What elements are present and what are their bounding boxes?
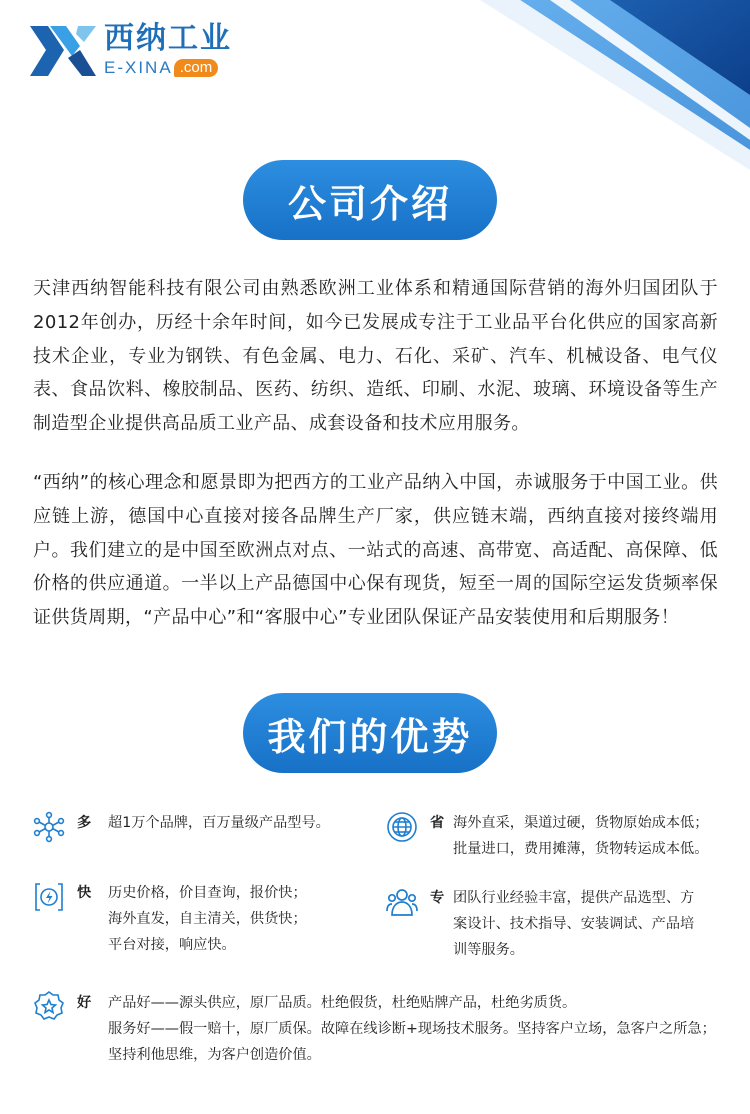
section-title-company-intro: 公司介绍 <box>243 160 497 240</box>
advantage-line: 团队行业经验丰富，提供产品选型、方 <box>453 890 695 906</box>
brand-logo <box>28 22 232 80</box>
advantage-item-fast <box>32 880 307 958</box>
lightning-icon <box>32 880 66 914</box>
intro-paragraph-2: “西纳”的核心理念和愿景即为把西方的工业产品纳入中国，赤诚服务于中国工业。供应链上游，德国中心直接对接各品牌生产厂家，供应链末端，西纳直接对接终端用户。我们建立的是中国至欧洲点对点、一站式的高速、高带宽、高适配、高保障、低价格的供应通道。一半以上产品德国中心保有现货，短至一周的国际空运发货频率保证供货周期，“产品中心”和“客服中心”专业团队保证产品安装使用和后期服务！ <box>33 472 718 629</box>
advantage-item-good <box>32 990 716 1068</box>
globe-icon <box>385 810 419 844</box>
logo-domain-suffix: .com <box>174 59 219 77</box>
logo-domain <box>104 58 232 78</box>
logo-domain-prefix: E-XINA <box>104 58 173 77</box>
advantage-line: 超1万个品牌，百万量级产品型号。 <box>108 815 330 831</box>
advantage-line: 批量进口，费用摊薄，货物转运成本低。 <box>453 841 709 857</box>
badge-star-icon <box>32 990 66 1024</box>
advantage-line: 坚持利他思维，为客户创造价值。 <box>108 1047 321 1063</box>
intro-paragraph-1: 天津西纳智能科技有限公司由熟悉欧洲工业体系和精通国际营销的海外归国团队于2012年创办，历经十余年时间，如今已发展成专注于工业品平台化供应的国家高新技术企业，专业为钢铁、有色金属、电力、石化、采矿、汽车、机械设备、电气仪表、食品饮料、橡胶制品、医药、纺织、造纸、印刷、水泥、玻璃、环境设备等生产制造型企业提供高品质工业产品、成套设备和技术应用服务。 <box>33 278 718 435</box>
advantage-key: 多 <box>77 815 92 831</box>
advantage-line: 服务好——假一赔十，原厂质保。故障在线诊断+现场技术服务。坚持客户立场，急客户之所急； <box>108 1021 716 1037</box>
advantage-key: 快 <box>77 885 92 901</box>
advantage-line: 海外直发，自主清关，供货快； <box>108 911 307 927</box>
logo-name: 西纳工业 <box>104 21 232 56</box>
advantage-key: 好 <box>77 995 92 1011</box>
advantage-item-save <box>385 810 708 862</box>
advantage-line: 产品好——源头供应，原厂品质。杜绝假货，杜绝贴牌产品，杜绝劣质货。 <box>108 995 577 1011</box>
advantage-line: 案设计、技术指导、安装调试、产品培 <box>453 916 695 932</box>
advantage-line: 海外直采，渠道过硬，货物原始成本低； <box>453 815 709 831</box>
section-title-advantages: 我们的优势 <box>243 693 497 773</box>
advantage-item-professional <box>385 885 694 963</box>
logo-mark-icon <box>28 22 98 80</box>
advantage-key: 省 <box>430 815 445 831</box>
network-icon <box>32 810 66 844</box>
team-icon <box>385 885 419 919</box>
advantage-line: 历史价格，价目查询，报价快； <box>108 885 307 901</box>
advantage-line: 训等服务。 <box>453 942 524 958</box>
advantage-item-many <box>32 810 330 844</box>
advantage-key: 专 <box>430 890 445 906</box>
advantage-line: 平台对接，响应快。 <box>108 937 236 953</box>
